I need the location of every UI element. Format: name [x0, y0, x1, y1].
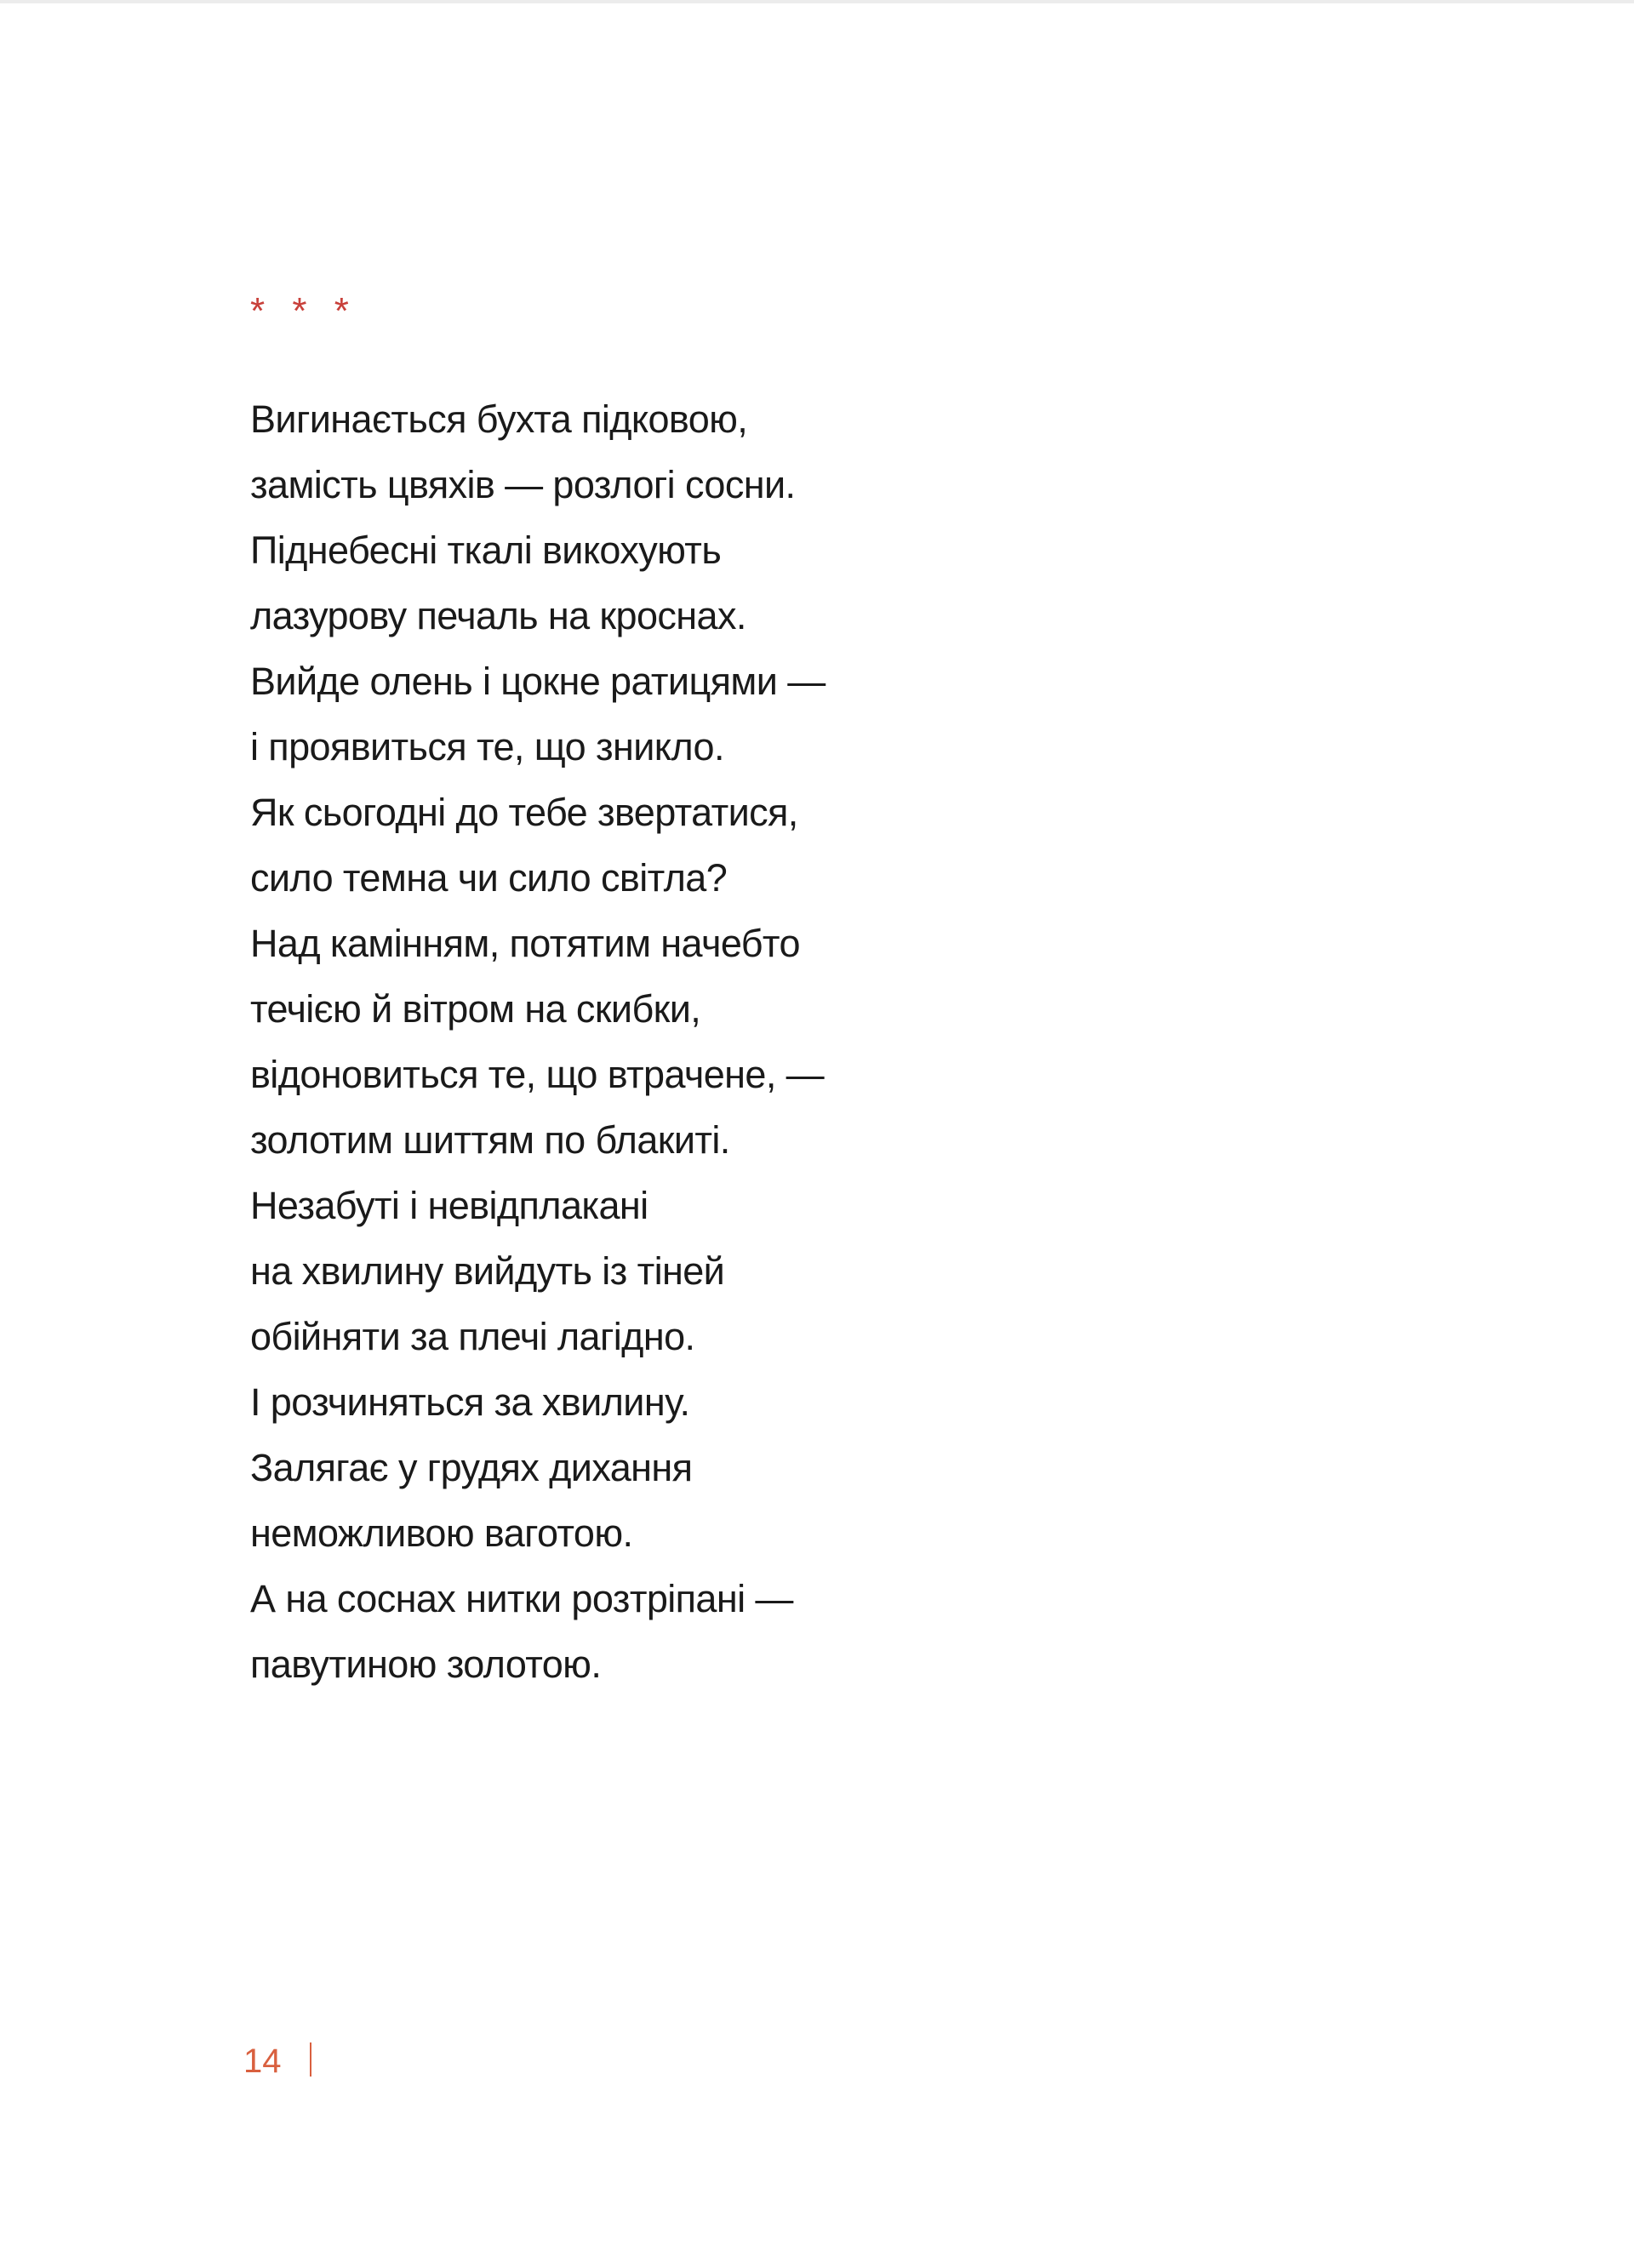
- page-number-divider: [310, 2042, 311, 2077]
- poem-line: відоновиться те, що втрачене, —: [250, 1053, 825, 1096]
- page-number: 14: [243, 2042, 282, 2080]
- poem-line: І розчиняться за хвилину.: [250, 1380, 690, 1424]
- poem-line: сило темна чи сило світла?: [250, 856, 728, 900]
- poem-line: Незабуті і невідплакані: [250, 1184, 648, 1227]
- poem-line: золотим шиттям по блакиті.: [250, 1118, 730, 1162]
- poem-line: павутиною золотою.: [250, 1642, 602, 1686]
- poem-body: [250, 386, 826, 1697]
- poem-line: Вийде олень і цокне ратицями —: [250, 660, 826, 703]
- section-ornament: * * *: [250, 290, 357, 332]
- page-top-edge: [0, 0, 1634, 3]
- poem-line: і проявиться те, що зникло.: [250, 725, 724, 768]
- poem-line: обійняти за плечі лагідно.: [250, 1315, 695, 1358]
- poem-line: Як сьогодні до тебе звертатися,: [250, 791, 798, 834]
- poem-line: Над камінням, потятим начебто: [250, 922, 800, 965]
- poem-line: замість цвяхів — розлогі сосни.: [250, 463, 796, 506]
- poem-line: Залягає у грудях дихання: [250, 1446, 693, 1489]
- poem-line: течією й вітром на скибки,: [250, 987, 701, 1031]
- poem-line: на хвилину вийдуть із тіней: [250, 1249, 725, 1293]
- poem-line: лазурову печаль на кроснах.: [250, 594, 746, 637]
- poem-line: Вигинається бухта підковою,: [250, 397, 748, 441]
- poem-line: неможливою ваготою.: [250, 1511, 633, 1555]
- poem-line: А на соснах нитки розтріпані —: [250, 1577, 793, 1620]
- poem-line: Піднебесні ткалі викохують: [250, 528, 722, 572]
